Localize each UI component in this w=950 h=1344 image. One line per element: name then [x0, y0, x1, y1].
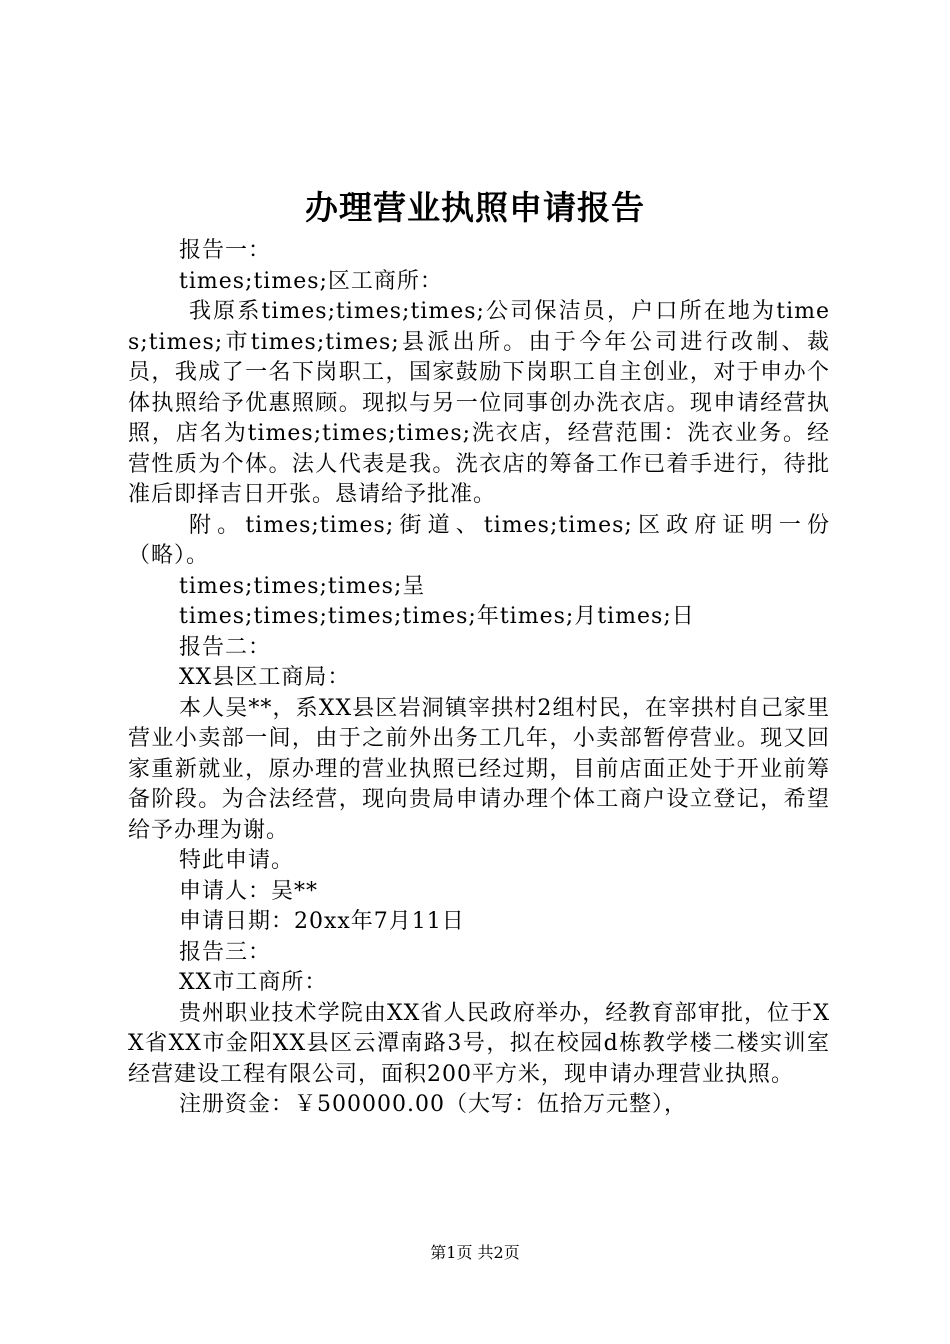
paragraph-report-three-recipient: XX市工商所： — [179, 970, 328, 995]
paragraph-report-two-recipient: XX县区工商局： — [179, 665, 351, 690]
paragraph-report-one-recipient: times;times;区工商所： — [179, 268, 443, 294]
paragraph-report-three-heading: 报告三： — [179, 939, 272, 965]
paragraph-report-one-date: times;times;times;times;年times;月times;日 — [179, 604, 695, 629]
paragraph-report-two-heading: 报告二： — [179, 634, 272, 660]
paragraph-report-two-body: 本人吴**，系XX县区岩洞镇宰拱村2组村民，在宰拱村自己家里营业小卖部一间，由于之前外出务工几年，小卖部暂停营业。现又回家重新就业，原办理的营业执照已经过期，目前店面正处于开业前筹备阶段。为合法经营，现向贵局申请办理个体工商户设立登记，希望给予办理为谢。 — [128, 695, 830, 843]
document-title: 办理营业执照申请报告 — [305, 188, 645, 227]
page-indicator: 第1页 共2页 — [430, 1243, 520, 1262]
paragraph-report-two-applicant: 申请人：吴** — [179, 878, 319, 904]
document-body — [128, 236, 830, 1121]
paragraph-report-two-date: 申请日期：20xx年7月11日 — [179, 909, 465, 934]
paragraph-report-one-body: 我原系times;times;times;公司保洁员，户口所在地为times;times;市times;times;县派出所。由于今年公司进行改制、裁员，我成了一名下岗职工，国家鼓励下岗职工自主创业，对于申办个体执照给予优惠照顾。现拟与另一位同事创办洗衣店。现申请经营执照，店名为times;times;times;洗衣店，经营范围：洗衣业务。经营性质为个体。法人代表是我。洗衣店的筹备工作已着手进行，待批准后即择吉日开张。恳请给予批准。 — [128, 299, 830, 507]
paragraph-report-two-closing: 特此申请。 — [179, 848, 295, 873]
paragraph-report-one-signature: times;times;times;呈 — [179, 573, 426, 599]
paragraph-report-one-heading: 报告一： — [179, 238, 272, 263]
paragraph-report-three-capital: 注册资金：￥500000.00（大写：伍拾万元整）， — [179, 1092, 687, 1117]
paragraph-report-one-attachment: 附。times;times;街道、times;times;区政府证明一份（略）。 — [128, 512, 830, 568]
paragraph-report-three-body: 贵州职业技术学院由XX省人民政府举办，经教育部审批，位于XX省XX市金阳XX县区云潭南路3号，拟在校园d栋教学楼二楼实训室经营建设工程有限公司，面积200平方米，现申请办理营业执照。 — [128, 1000, 830, 1087]
